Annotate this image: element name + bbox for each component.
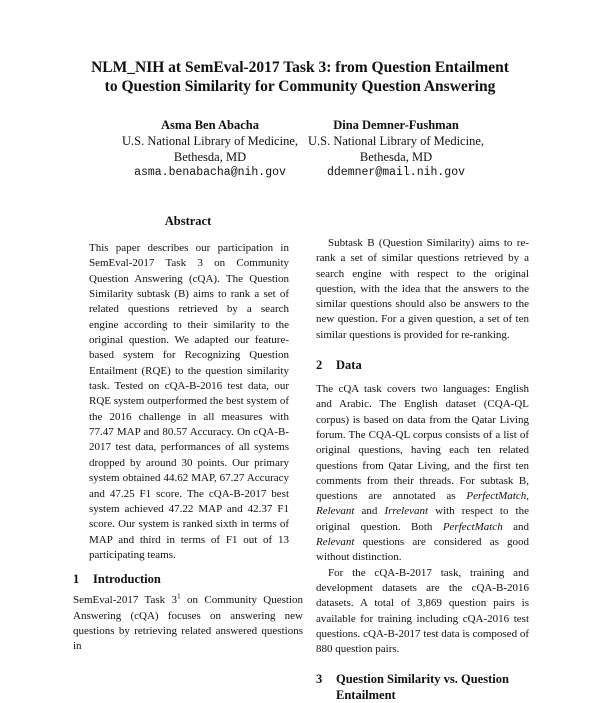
section-number: 2 bbox=[316, 358, 323, 373]
section3-heading bbox=[316, 671, 529, 703]
section-number: 3 bbox=[316, 672, 323, 687]
footnote-marker: 1 bbox=[176, 591, 181, 601]
intro-heading bbox=[73, 571, 303, 587]
author-email: asma.benabacha@nih.gov bbox=[134, 166, 286, 179]
author-affiliation: U.S. National Library of Medicine, bbox=[308, 134, 484, 148]
intro-text-start: SemEval-2017 Task 3 bbox=[73, 594, 177, 607]
separator: and bbox=[354, 505, 385, 518]
data-text: questions are considered as good without distinction. bbox=[316, 536, 529, 564]
label-perfectmatch: PerfectMatch bbox=[466, 490, 527, 503]
title-line-2: to Question Similarity for Community Question Answering bbox=[104, 78, 496, 95]
data-heading bbox=[316, 357, 529, 373]
abstract-text: This paper describes our participation in SemEval-2017 Task 3 on Community Question Answering (cQA). The Question Similarity subtask (B) aims to rank a set of related questions retrieved by a search engine according to their similarity to the original question. We adapted our feature-based system for Recognizing Question Entailment (RQE) to the question similarity task. Tested on cQA-B-2016 test data, our RQE system outperformed the best system of the 2016 challenge in all measures with 77.47 MAP and 80.57 Accuracy. On cQA-B-2017 test data, performances of all systems dropped by around 30 points. Our primary system obtained 44.62 MAP, 67.27 Accuracy and 47.25 F1 score. The cQA-B-2017 best system achieved 47.22 MAP and 42.37 F1 score. Our system is ranked sixth in terms of MAP and third in terms of F1 out of 13 participating teams. bbox=[89, 242, 289, 561]
author-name: Asma Ben Abacha bbox=[161, 118, 259, 132]
separator: and bbox=[502, 520, 529, 533]
subtask-b-paragraph: Subtask B (Question Similarity) aims to re-rank a set of similar questions retrieved by a search engine with respect to the original question, with the idea that the answers to the similar questions should also be answers to the new question. For a given question, a set of ten similar questions is provided for re-ranking. bbox=[316, 237, 529, 341]
section-title-line-2: Entailment bbox=[336, 688, 396, 703]
abstract-heading: Abstract bbox=[164, 214, 212, 228]
label-relevant: Relevant bbox=[316, 536, 355, 549]
section-number: 1 bbox=[73, 572, 80, 587]
author-email: ddemner@mail.nih.gov bbox=[326, 166, 466, 179]
title-line-1: NLM_NIH at SemEval-2017 Task 3: from Question Entailment bbox=[91, 59, 509, 76]
author-name: Dina Demner-Fushman bbox=[333, 118, 459, 132]
separator: , bbox=[526, 490, 529, 503]
section-title-line-1: Question Similarity vs. Question bbox=[336, 672, 509, 687]
intro-paragraph bbox=[73, 593, 303, 654]
author-location: Bethesda, MD bbox=[359, 150, 433, 164]
section-title: Introduction bbox=[93, 572, 161, 587]
label-perfectmatch: PerfectMatch bbox=[442, 520, 503, 533]
label-relevant: Relevant bbox=[316, 505, 355, 518]
left-column bbox=[73, 214, 303, 654]
right-column bbox=[316, 236, 529, 703]
data-paragraph-2: For the cQA-B-2017 task, training and development datasets are the cQA-B-2016 datasets. A total of 3,869 question pairs is available for training including cQA-2016 test questions. cQA-B-2017 test data is composed of 880 question pairs. bbox=[316, 566, 529, 656]
author-block-1 bbox=[110, 117, 310, 181]
intro-text-rest: on Community Question Answering (cQA) focuses on answering new questions by retrieving related answered questions in bbox=[73, 594, 304, 653]
section-title: Data bbox=[336, 358, 362, 373]
label-irrelevant: Irrelevant bbox=[384, 505, 429, 518]
author-affiliation: U.S. National Library of Medicine, bbox=[122, 134, 298, 148]
author-location: Bethesda, MD bbox=[173, 150, 247, 164]
paper-title bbox=[0, 58, 600, 96]
author-block-2 bbox=[296, 117, 496, 181]
data-paragraph-1 bbox=[316, 382, 529, 566]
data-text: with respect to the original question. Both bbox=[316, 505, 529, 533]
data-text: The cQA task covers two languages: English and Arabic. The English dataset (CQA-QL corpus) is based on data from the Qatar Living forum. The CQA-QL corpus consists of a list of original questions, having each ten related questions from Qatar Living, and the first ten comments from their threads. For subtask B, questions are annotated as bbox=[316, 383, 529, 503]
